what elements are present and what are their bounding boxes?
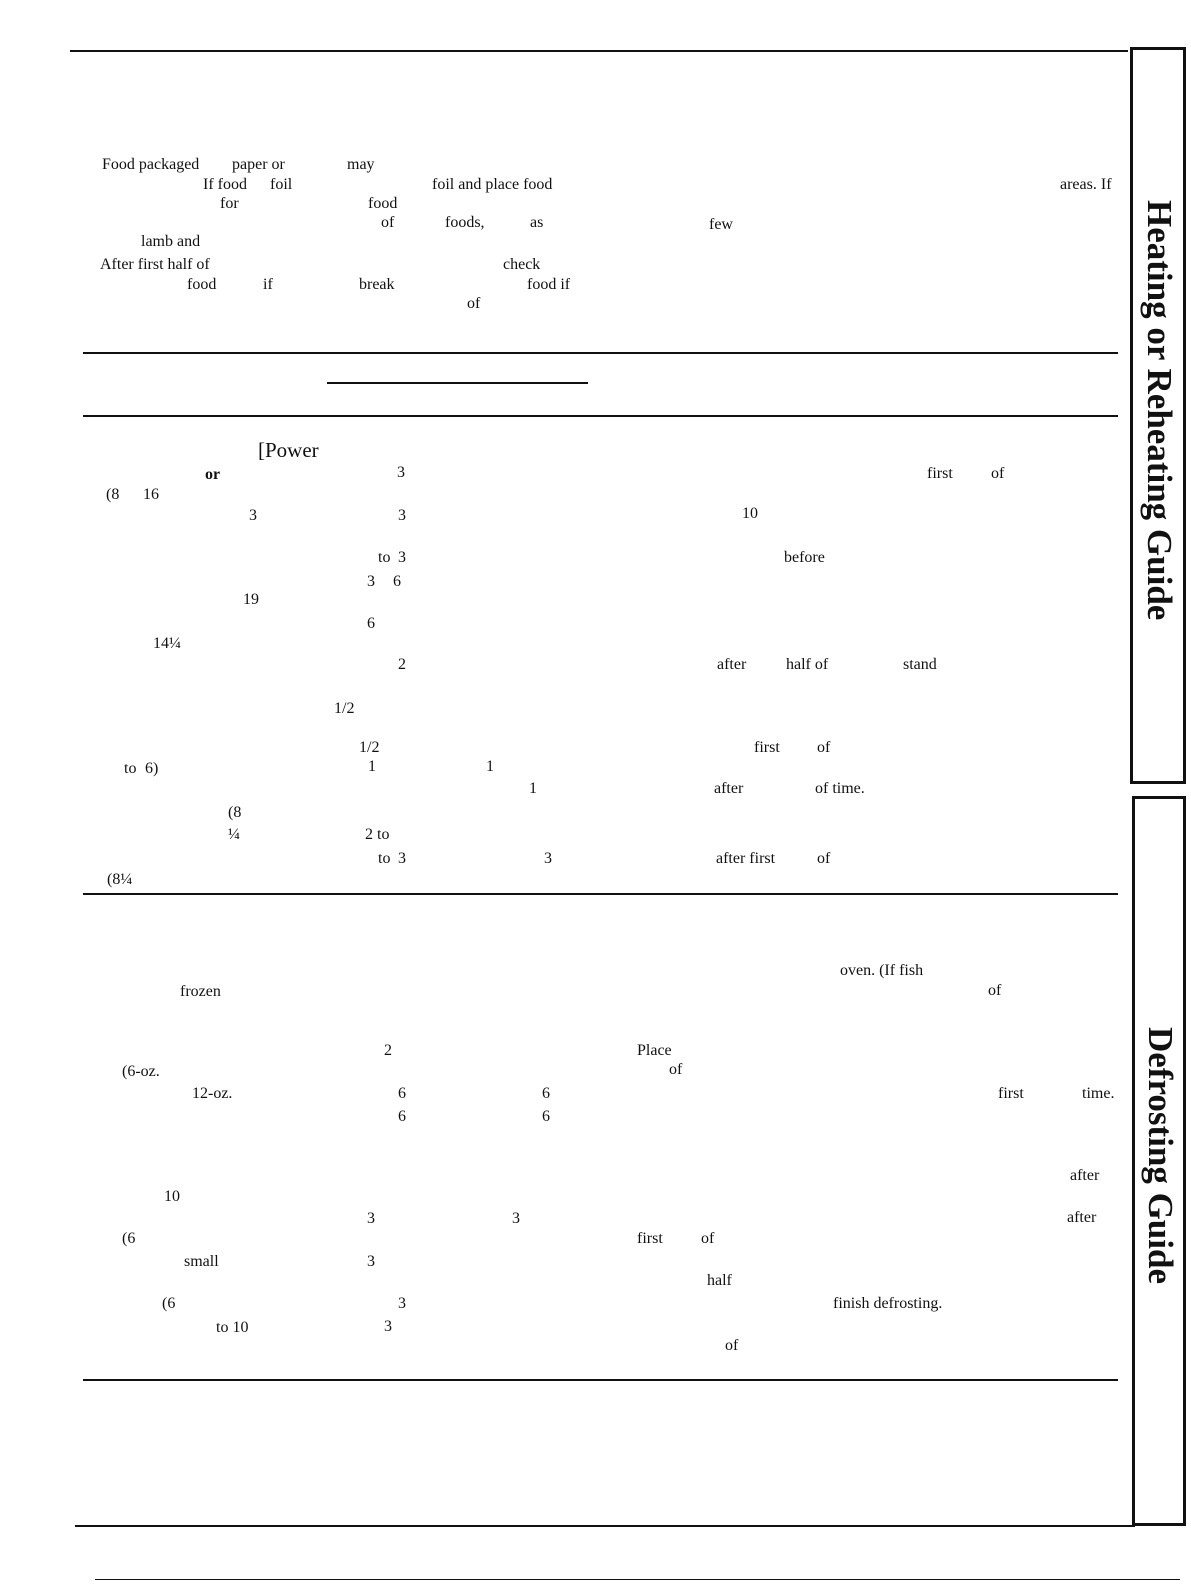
cell: of	[725, 1337, 739, 1354]
cell: oven. (If fish	[840, 962, 924, 979]
cell: of	[988, 982, 1002, 999]
text: foods,	[445, 214, 485, 231]
cell: after	[1070, 1167, 1100, 1184]
power-level-header: [Power	[258, 438, 319, 462]
cell: Place	[637, 1042, 672, 1059]
text: for	[220, 195, 239, 212]
cell: after first	[716, 850, 776, 867]
cell: 2	[384, 1042, 392, 1059]
cell: of	[701, 1230, 715, 1247]
cell: 16	[143, 486, 159, 503]
text: break	[359, 276, 395, 293]
cell: 10	[164, 1188, 180, 1205]
text: may	[347, 156, 375, 173]
cell: half of	[786, 656, 829, 673]
cell: frozen	[180, 983, 221, 1000]
cell: 3	[398, 850, 406, 867]
cell: (6-oz.	[122, 1063, 160, 1080]
text: of	[467, 295, 481, 312]
cell: 3	[249, 507, 257, 524]
cell: 6	[398, 1085, 406, 1102]
cell: 1/2	[334, 700, 355, 717]
cell: 14¼	[153, 635, 181, 652]
section-rule-1	[83, 352, 1118, 354]
text: paper or	[232, 156, 285, 173]
text: if	[263, 276, 273, 293]
bottom-rule	[75, 1525, 1135, 1527]
cell: (8¼	[107, 871, 133, 888]
section-rule-2	[83, 415, 1118, 417]
section-rule-4	[83, 1379, 1118, 1381]
top-rule	[70, 50, 1128, 52]
cell: 3	[397, 464, 405, 481]
cell: 6	[393, 573, 401, 590]
cell: (6	[162, 1295, 176, 1312]
cell: (6	[122, 1230, 136, 1247]
cell: small	[184, 1253, 219, 1270]
cell: 3	[398, 549, 406, 566]
text: food	[368, 195, 398, 212]
cell: or	[205, 466, 221, 483]
text: of	[381, 214, 395, 231]
cell: 1	[368, 758, 376, 775]
cell: first	[998, 1085, 1024, 1102]
cell: 6	[398, 1108, 406, 1125]
cell: before	[784, 549, 825, 566]
cell: after	[714, 780, 744, 797]
text: If food	[203, 176, 247, 193]
cell: 19	[243, 591, 259, 608]
cell: 6	[542, 1108, 550, 1125]
cell: first	[637, 1230, 663, 1247]
cell: finish defrosting.	[833, 1295, 943, 1312]
text: lamb and	[141, 233, 201, 250]
cell: 6	[367, 615, 375, 632]
cell: 1/2	[359, 739, 380, 756]
section-rule-3	[83, 893, 1118, 895]
cell: 6)	[145, 760, 159, 777]
cell: (8	[106, 486, 120, 503]
text: as	[530, 214, 544, 231]
cell: 3	[544, 850, 552, 867]
cell: to 10	[216, 1319, 249, 1336]
text: food	[187, 276, 217, 293]
heating-guide-tab[interactable]	[1130, 47, 1186, 784]
footer-rule	[95, 1579, 1180, 1580]
text: check	[503, 256, 541, 273]
cell: after	[1067, 1209, 1097, 1226]
cell: time.	[1082, 1085, 1115, 1102]
defrosting-guide-tab[interactable]	[1132, 796, 1186, 1526]
cell: to	[378, 549, 391, 566]
text: foil and place food	[432, 176, 553, 193]
cell: of time.	[815, 780, 865, 797]
cell: 1	[486, 758, 494, 775]
cell: 2	[398, 656, 406, 673]
text: areas. If	[1060, 176, 1112, 193]
cell: 2 to	[365, 826, 390, 843]
cell: of	[991, 465, 1005, 482]
cell: 1	[529, 780, 537, 797]
cell: 3	[384, 1318, 392, 1335]
cell: 12-oz.	[192, 1085, 233, 1102]
text: food if	[527, 276, 571, 293]
cell: ¼	[228, 826, 240, 843]
text: Food packaged	[102, 156, 200, 173]
cell: first	[754, 739, 780, 756]
cell: of	[817, 739, 831, 756]
cell: to	[378, 850, 391, 867]
cell: 3	[367, 573, 375, 590]
cell: 3	[398, 1295, 406, 1312]
cell: 10	[742, 505, 758, 522]
cell: 6	[542, 1085, 550, 1102]
cell: first	[927, 465, 953, 482]
cell: after	[717, 656, 747, 673]
text: few	[709, 216, 733, 233]
defrosting-guide-tab-title: Defrosting Guide	[1141, 1027, 1180, 1284]
cell: of	[669, 1061, 683, 1078]
heading-underline	[327, 382, 588, 384]
text: foil	[270, 176, 293, 193]
cell: of	[817, 850, 831, 867]
cell: (8	[228, 804, 242, 821]
cell: to	[124, 760, 137, 777]
cell: 3	[512, 1210, 520, 1227]
heating-guide-tab-title: Heating or Reheating Guide	[1140, 200, 1179, 621]
cell: 3	[367, 1210, 375, 1227]
text: After first half of	[100, 256, 210, 273]
cell: stand	[903, 656, 937, 673]
cell: half	[707, 1272, 732, 1289]
cell: 3	[367, 1253, 375, 1270]
cell: 3	[398, 507, 406, 524]
